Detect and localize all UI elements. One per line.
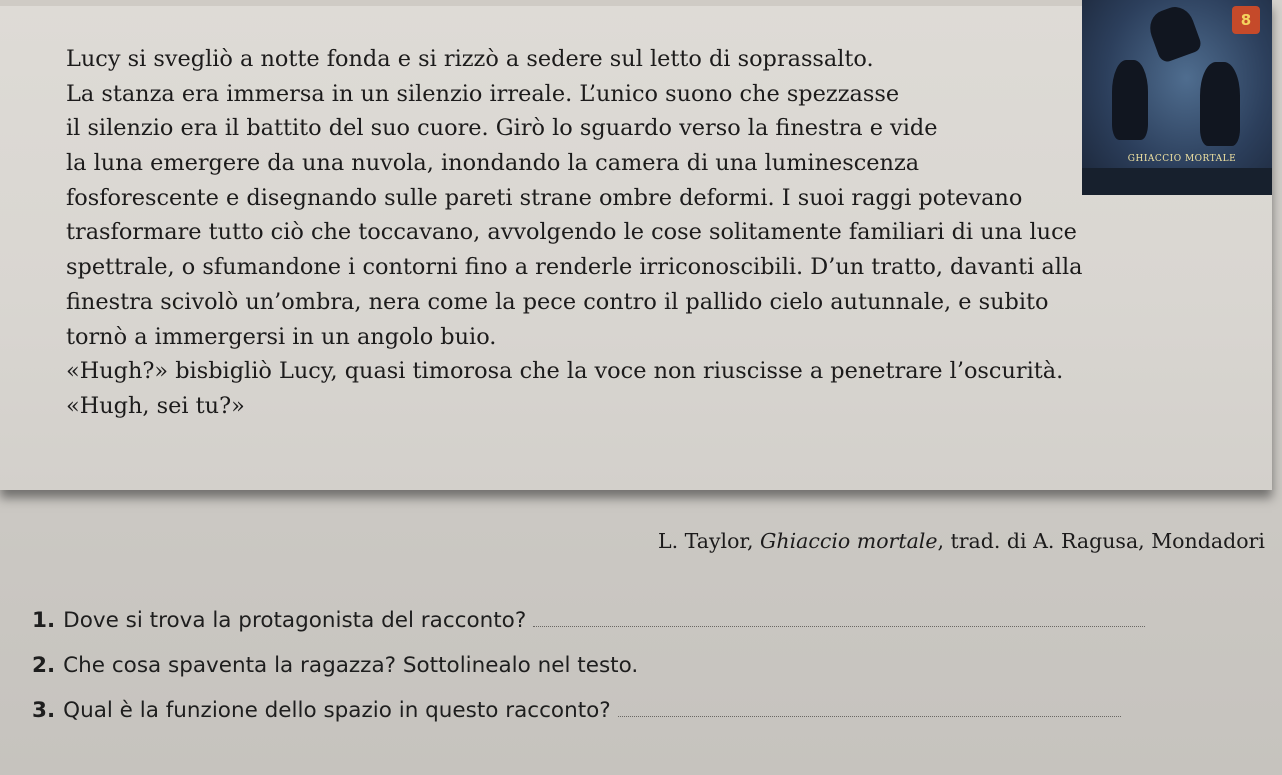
question-text: Qual è la funzione dello spazio in questo racconto? (63, 698, 611, 723)
book-cover-image (1082, 0, 1272, 195)
cover-figure-right (1200, 62, 1240, 146)
question-number: 3. (32, 698, 56, 723)
cover-title: GHIACCIO MORTALE (1127, 154, 1237, 164)
credit-author: L. Taylor, (658, 529, 761, 553)
source-credit (658, 529, 1265, 553)
question-text: Che cosa spaventa la ragazza? Sottolinealo nel testo. (63, 653, 639, 678)
cover-figure-flying (1145, 2, 1203, 64)
question-item (32, 608, 1145, 633)
story-line: «Hugh?» bisbigliò Lucy, quasi timorosa che la voce non riuscisse a penetrare l’oscurità. (66, 358, 1064, 385)
answer-line[interactable] (618, 715, 1121, 717)
story-line: La stanza era immersa in un silenzio irreale. L’unico suono che spezzasse (66, 80, 900, 107)
story-line: fosforescente e disegnando sulle pareti strane ombre deformi. I suoi raggi potevano (66, 184, 1023, 211)
story-line: «Hugh, sei tu?» (66, 392, 245, 419)
story-line: trasformare tutto ciò che toccavano, avvolgendo le cose solitamente familiari di una luce (66, 219, 1077, 246)
cover-badge: 8 (1232, 6, 1260, 34)
story-line: finestra scivolò un’ombra, nera come la pece contro il pallido cielo autunnale, e subito (66, 288, 1049, 315)
story-line: la luna emergere da una nuvola, inondando la camera di una luminescenza (66, 150, 920, 177)
question-number: 1. (32, 608, 56, 633)
story-passage (66, 42, 1256, 424)
story-line: spettrale, o sfumandone i contorni fino a renderle irriconoscibili. D’un tratto, davanti alla (66, 254, 1083, 281)
story-line: il silenzio era il battito del suo cuore. Girò lo sguardo verso la finestra e vide (66, 115, 938, 142)
question-number: 2. (32, 653, 56, 678)
question-text: Dove si trova la protagonista del racconto? (63, 608, 527, 633)
question-item (32, 653, 638, 678)
cover-figure-left (1112, 60, 1148, 140)
credit-details: , trad. di A. Ragusa, Mondadori (937, 529, 1265, 553)
answer-line[interactable] (533, 625, 1145, 627)
credit-book-title: Ghiaccio mortale (760, 529, 938, 553)
cover-ground (1082, 168, 1272, 195)
story-line: tornò a immergersi in un angolo buio. (66, 323, 497, 350)
question-item (32, 698, 1121, 723)
story-line: Lucy si svegliò a notte fonda e si rizzò a sedere sul letto di soprassalto. (66, 46, 874, 72)
